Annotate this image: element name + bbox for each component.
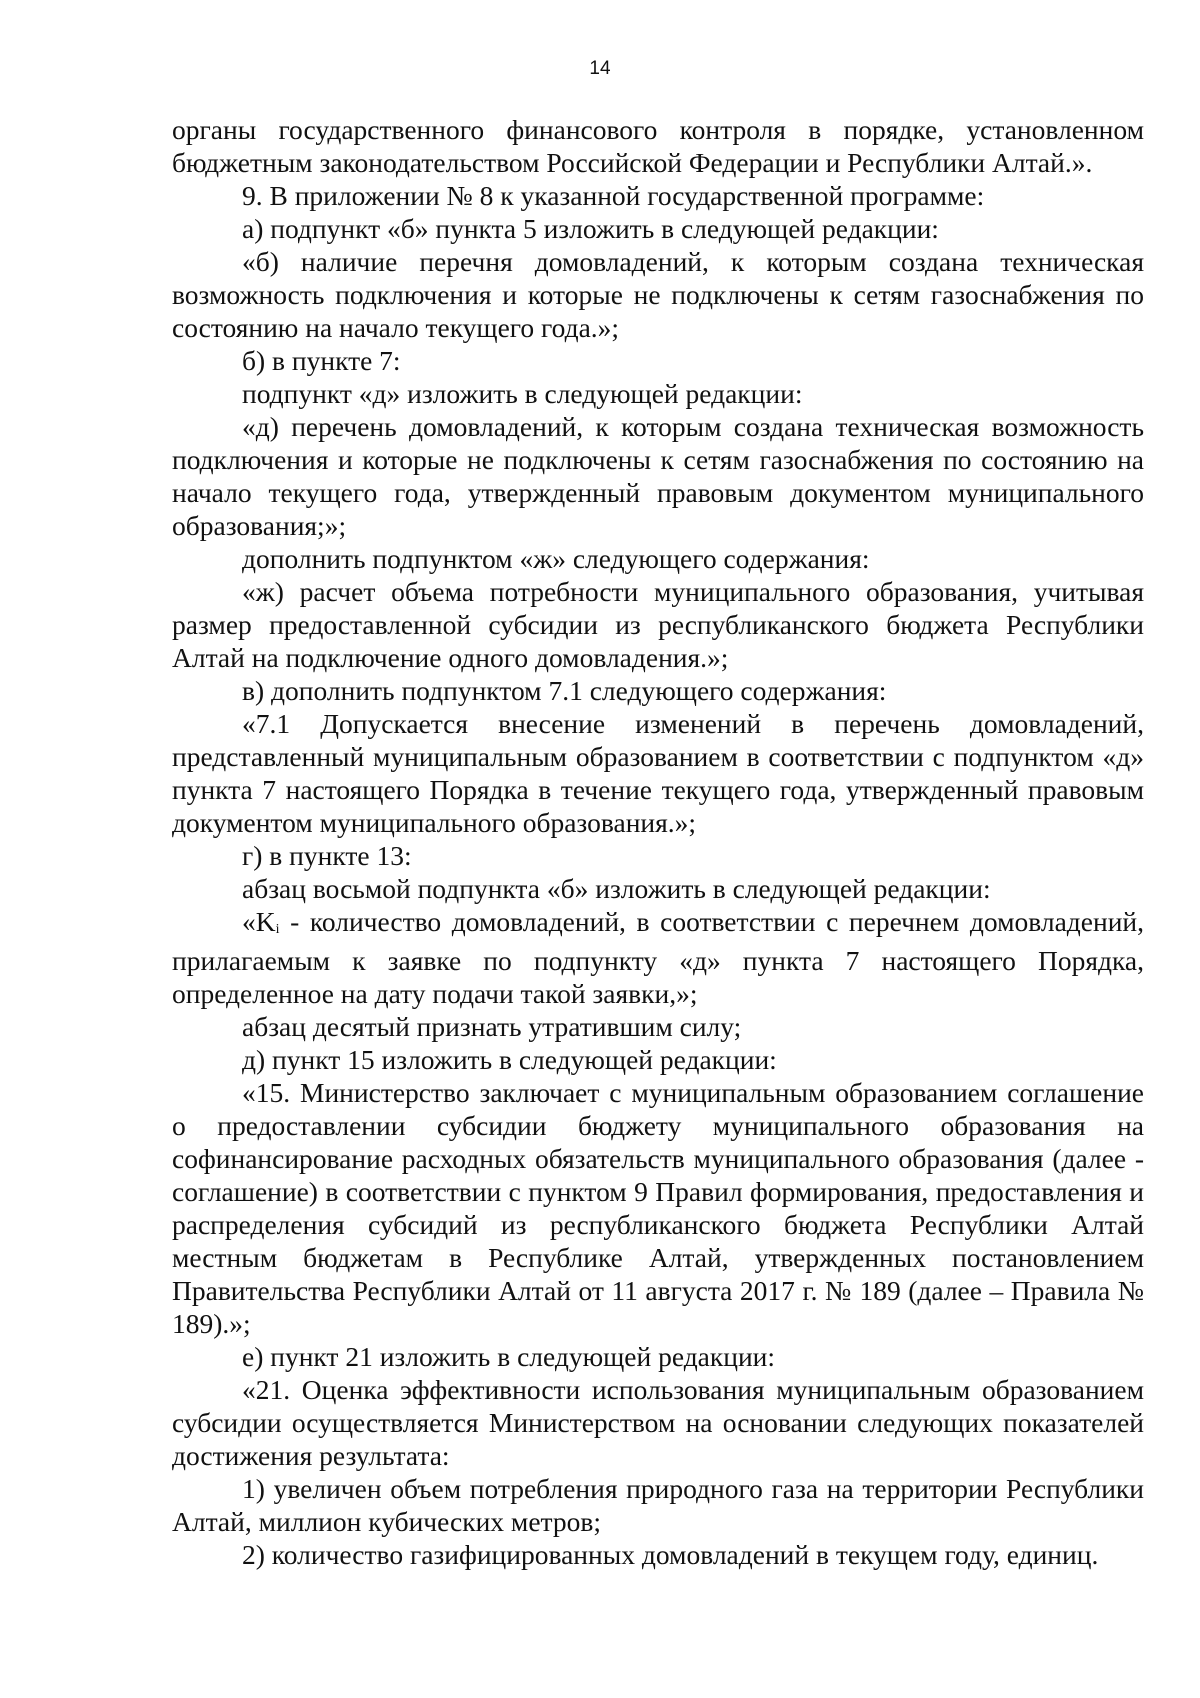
paragraph: «б) наличие перечня домовладений, к которым создана техническая возможность подключения и которые не подключены к сетям газоснабжения по состоянию на начало текущего года.»; (172, 246, 1144, 343)
paragraph: г) в пункте 13: (242, 840, 412, 871)
paragraph: «15. Министерство заключает с муниципальным образованием соглашение о предоставлении субсидии бюджету муниципального образования на софинансирование расходных обязательств муниципального образования (далее - соглашение) в соответствии с пунктом 9 Правил формирования, предоставления и распределения субсидий из республиканского бюджета Республики Алтай местным бюджетам в Республике Алтай, утвержденных постановлением Правительства Республики Алтай от 11 августа 2017 г. № 189 (далее – Правила № 189).»; (172, 1077, 1144, 1339)
paragraph-formula (172, 905, 1144, 1010)
paragraph: абзац восьмой подпункта «б» изложить в следующей редакции: (242, 873, 991, 904)
document-body (172, 113, 1144, 1571)
paragraph: 2) количество газифицированных домовладений в текущем году, единиц. (242, 1539, 1099, 1570)
paragraph: «7.1 Допускается внесение изменений в перечень домовладений, представленный муниципальным образованием в соответствии с подпунктом «д» пункта 7 настоящего Порядка в течение текущего года, утвержденный правовым документом муниципального образования.»; (172, 708, 1144, 838)
paragraph: органы государственного финансового контроля в порядке, установленном бюджетным законодательством Российской Федерации и Республики Алтай.». (172, 114, 1144, 178)
page-number: 14 (589, 58, 611, 79)
paragraph: в) дополнить подпунктом 7.1 следующего содержания: (242, 675, 887, 706)
paragraph: «ж) расчет объема потребности муниципального образования, учитывая размер предоставленной субсидии из республиканского бюджета Республики Алтай на подключение одного домовладения.»; (172, 576, 1144, 673)
paragraph: а) подпункт «б» пункта 5 изложить в следующей редакции: (242, 213, 939, 244)
paragraph: д) пункт 15 изложить в следующей редакции: (242, 1044, 777, 1075)
paragraph: е) пункт 21 изложить в следующей редакции: (242, 1341, 776, 1372)
paragraph: 1) увеличен объем потребления природного газа на территории Республики Алтай, миллион кубических метров; (172, 1473, 1144, 1537)
paragraph: «д) перечень домовладений, к которым создана техническая возможность подключения и которые не подключены к сетям газоснабжения по состоянию на начало текущего года, утвержденный правовым документом муниципального образования;»; (172, 411, 1144, 541)
formula-symbol: «K (242, 906, 276, 937)
paragraph: абзац десятый признать утратившим силу; (242, 1011, 742, 1042)
paragraph: б) в пункте 7: (242, 345, 401, 376)
paragraph: 9. В приложении № 8 к указанной государственной программе: (242, 180, 985, 211)
paragraph: «21. Оценка эффективности использования муниципальным образованием субсидии осуществляется Министерством на основании следующих показателей достижения результата: (172, 1374, 1144, 1471)
paragraph: подпункт «д» изложить в следующей редакции: (242, 378, 803, 409)
formula-subscript: i (275, 922, 280, 937)
paragraph: дополнить подпунктом «ж» следующего содержания: (242, 543, 870, 574)
formula-text: - количество домовладений, в соответствии с перечнем домовладений, прилагаемым к заявке по подпункту «д» пункта 7 настоящего Порядка, определенное на дату подачи такой заявки,»; (172, 906, 1145, 1009)
